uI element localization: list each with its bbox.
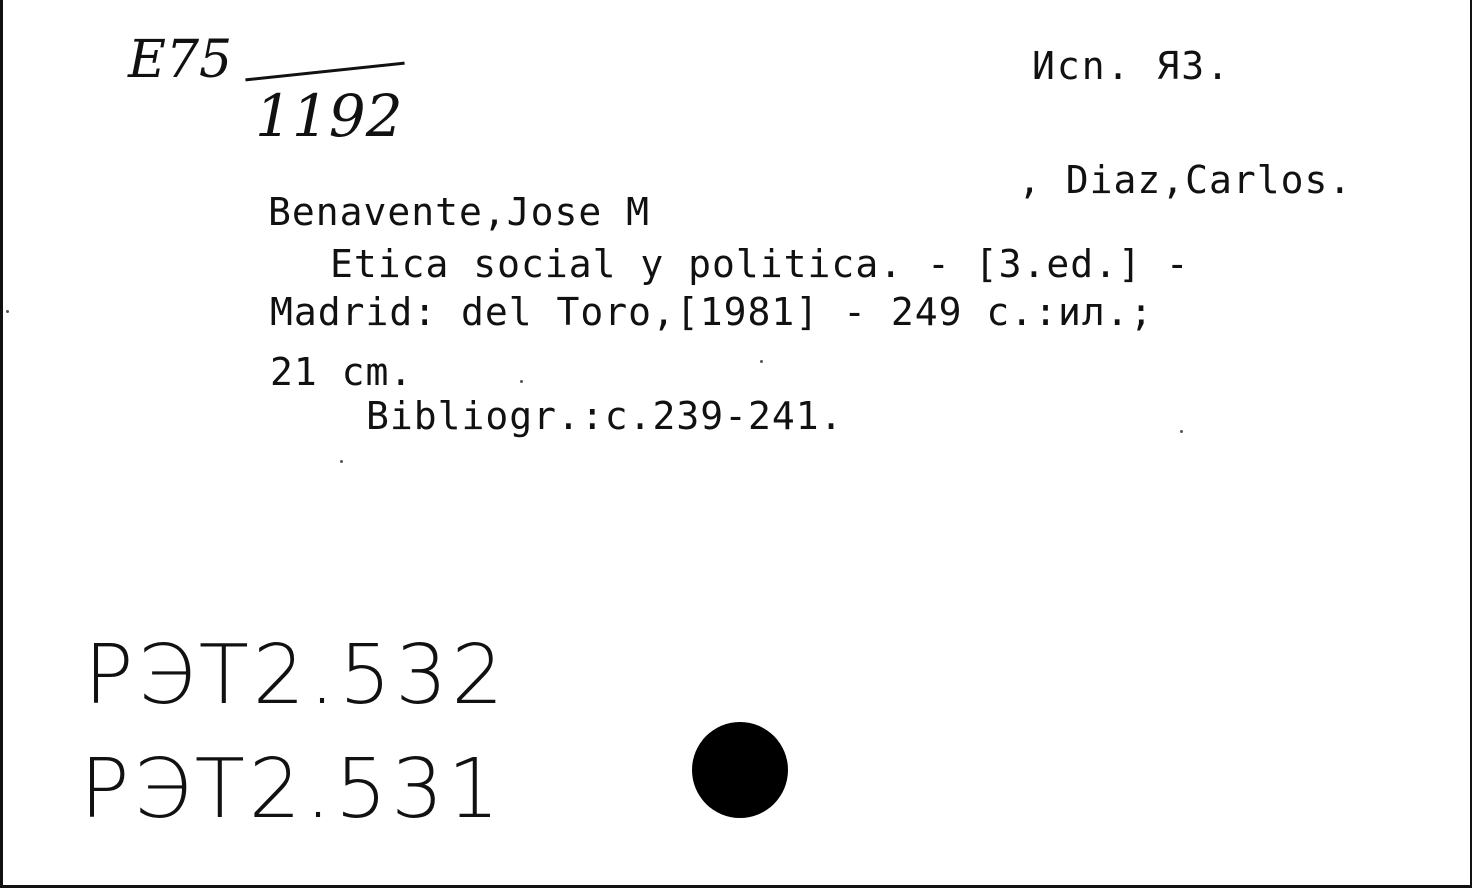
classification-code-1: PЭT2.532 (84, 628, 508, 723)
language-code: Иcn. Я3. (1032, 44, 1232, 88)
author-line: Benavente,Jose M (268, 190, 651, 234)
size-line: 21 cm. (270, 350, 414, 394)
imprint-line: Madrid: del Toro,[1981] - 249 c.:ил.; (270, 290, 1154, 334)
shelfmark-top: E75 (128, 30, 233, 90)
punch-hole (692, 722, 788, 818)
classification-code-2: PЭT2.531 (80, 742, 504, 837)
speck (6, 310, 9, 313)
bibliography-note: Bibliogr.:c.239-241. (366, 394, 844, 438)
shelfmark-divider (245, 62, 404, 82)
speck (520, 380, 523, 383)
speck (1180, 430, 1183, 433)
title-line: Etica social y politica. - [3.ed.] - (330, 242, 1190, 286)
speck (760, 360, 763, 363)
shelfmark-bottom: 1192 (255, 82, 403, 150)
coauthor-line: , Diaz,Carlos. (1018, 158, 1353, 202)
speck (340, 460, 343, 463)
card-edge-left (0, 0, 3, 888)
